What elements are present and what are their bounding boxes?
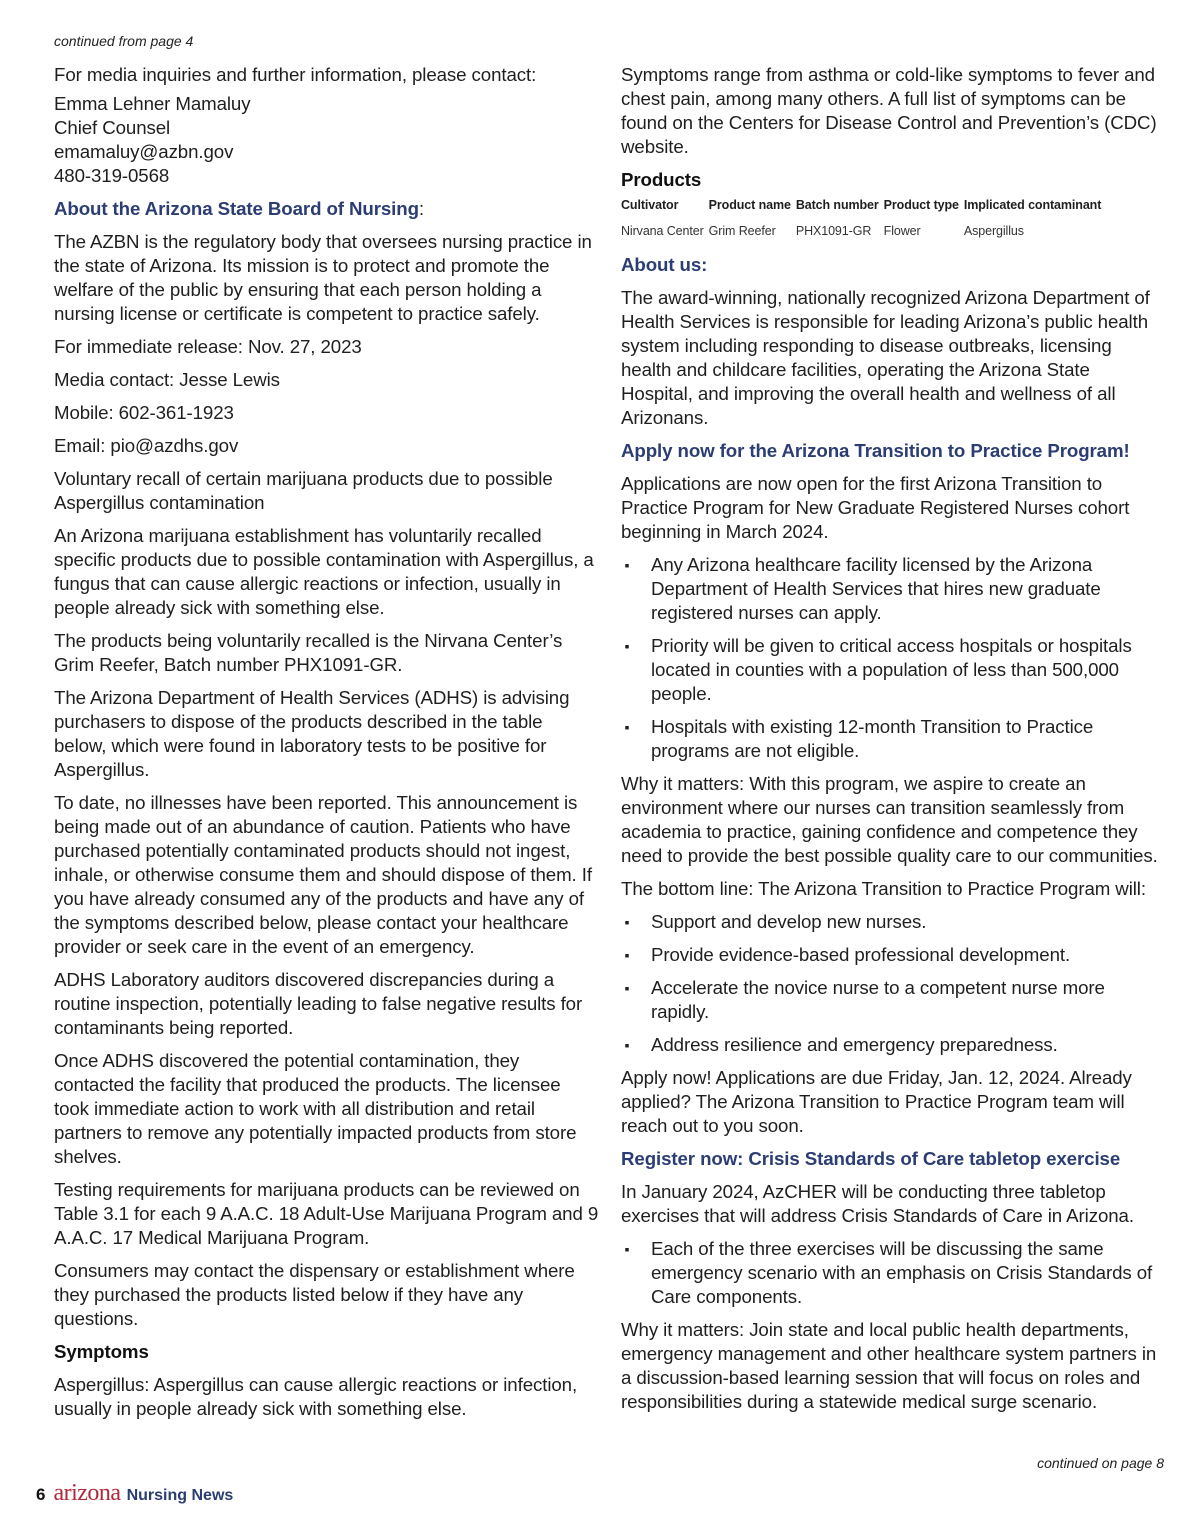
continued-on-note: continued on page 8 <box>1037 1455 1164 1471</box>
why-it-matters: Why it matters: With this program, we aspire to create an environment where our nurses can transition seamlessly from academia to practice, gaining confidence and competence they need to provide the best possible quality care to our communities. <box>621 773 1158 866</box>
list-item-text: Provide evidence-based professional development. <box>651 944 1071 965</box>
list-item <box>621 715 1166 763</box>
column-header: Product name <box>708 198 791 212</box>
bullet-icon: ▪ <box>624 638 630 654</box>
bullet-icon: ▪ <box>624 1241 630 1257</box>
media-intro: For media inquiries and further information, please contact: <box>54 64 537 85</box>
media-contact: Media contact: Jesse Lewis <box>54 369 280 390</box>
apply-now-text: Apply now! Applications are due Friday, Jan. 12, 2024. Already applied? The Arizona Transition to Practice Program team will reach out to you soon. <box>621 1067 1132 1136</box>
page-footer <box>36 1480 233 1510</box>
recall-paragraph: Testing requirements for marijuana products can be reviewed on Table 3.1 for each 9 A.A.C. 18 Adult-Use Marijuana Program and 9 A.A.C. 17 Medical Marijuana Program. <box>54 1179 599 1248</box>
products-table-header-row <box>621 197 1106 223</box>
about-us-heading: About us: <box>621 254 708 275</box>
list-item-text: Priority will be given to critical access hospitals or hospitals located in counties with a population of less than 500,000 people. <box>651 635 1132 704</box>
table-cell: Nirvana Center <box>621 224 704 238</box>
apply-heading: Apply now for the Arizona Transition to Practice Program! <box>621 440 1130 461</box>
about-azbn-heading <box>54 197 599 221</box>
symptoms-continued: Symptoms range from asthma or cold-like symptoms to fever and chest pain, among many others. A full list of symptoms can be found on the Centers for Disease Control and Prevention’s (CDC) website. <box>621 64 1157 157</box>
apply-intro: Applications are now open for the first Arizona Transition to Practice Program for New Graduate Registered Nurses cohort beginning in March 2024. <box>621 473 1130 542</box>
list-item <box>621 1033 1166 1057</box>
arizona-logo: arizona <box>53 1480 121 1506</box>
bottom-line: The bottom line: The Arizona Transition to Practice Program will: <box>621 878 1146 899</box>
contact-phone: 480-319-0568 <box>54 165 170 186</box>
continued-from-note: continued from page 4 <box>54 33 194 49</box>
list-item-text: Address resilience and emergency preparedness. <box>651 1034 1058 1055</box>
about-azbn-text: The AZBN is the regulatory body that oversees nursing practice in the state of Arizona. Its mission is to protect and promote the welfare of the public by ensuring that each person holding a nursing license or certificate is competent to practice safely. <box>54 231 592 324</box>
register-bullet-list <box>621 1237 1166 1309</box>
table-cell: Flower <box>883 224 921 238</box>
list-item <box>621 910 1166 934</box>
bullet-icon: ▪ <box>624 947 630 963</box>
recall-paragraph: The products being voluntarily recalled is the Nirvana Center’s Grim Reefer, Batch number PHX1091-GR. <box>54 630 563 675</box>
register-heading: Register now: Crisis Standards of Care tabletop exercise <box>621 1148 1121 1169</box>
why-it-matters: Why it matters: Join state and local public health departments, emergency management and other healthcare system partners in a discussion-based learning session that will focus on roles and responsibilities during a statewide medical surge scenario. <box>621 1319 1157 1412</box>
contact-title: Chief Counsel <box>54 117 171 138</box>
list-item-text: Accelerate the novice nurse to a competent nurse more rapidly. <box>651 977 1105 1022</box>
column-header: Cultivator <box>621 198 679 212</box>
bullet-icon: ▪ <box>624 980 630 996</box>
contact-name: Emma Lehner Mamaluy <box>54 93 251 114</box>
list-item <box>621 553 1166 625</box>
list-item-text: Support and develop new nurses. <box>651 911 927 932</box>
email-address: Email: pio@azdhs.gov <box>54 435 239 456</box>
table-cell: Grim Reefer <box>708 224 776 238</box>
program-bullet-list <box>621 910 1166 1057</box>
column-header: Implicated contaminant <box>963 198 1102 212</box>
recall-paragraph: An Arizona marijuana establishment has voluntarily recalled specific products due to possible contamination with Aspergillus, a fungus that can cause allergic reactions or infection, usually in people already sick with something else. <box>54 525 594 618</box>
table-row <box>621 223 1106 245</box>
publication-name: Nursing News <box>126 1487 234 1504</box>
products-table <box>621 197 1106 245</box>
table-cell: PHX1091-GR <box>795 224 872 238</box>
about-us-text: The award-winning, nationally recognized Arizona Department of Health Services is responsible for leading Arizona’s public health system including responding to disease outbreaks, licensing health and childcare facilities, operating the Arizona State Hospital, and improving the overall health and wellness of all Arizonans. <box>621 287 1150 428</box>
right-column <box>621 63 1166 1423</box>
left-column <box>54 63 599 1430</box>
about-azbn-heading-text: About the Arizona State Board of Nursing <box>54 198 419 219</box>
apply-bullet-list <box>621 553 1166 763</box>
column-header: Batch number <box>795 198 879 212</box>
list-item <box>621 634 1166 706</box>
register-intro: In January 2024, AzCHER will be conducting three tabletop exercises that will address Crisis Standards of Care in Arizona. <box>621 1181 1134 1226</box>
products-heading: Products <box>621 169 702 190</box>
bullet-icon: ▪ <box>624 557 630 573</box>
list-item <box>621 976 1166 1024</box>
symptoms-heading: Symptoms <box>54 1341 149 1362</box>
mobile-number: Mobile: 602-361-1923 <box>54 402 234 423</box>
list-item <box>621 943 1166 967</box>
bullet-icon: ▪ <box>624 1037 630 1053</box>
release-date: For immediate release: Nov. 27, 2023 <box>54 336 362 357</box>
list-item-text: Any Arizona healthcare facility licensed by the Arizona Department of Health Services that hires new graduate registered nurses can apply. <box>651 554 1101 623</box>
column-header: Product type <box>883 198 959 212</box>
recall-paragraph: ADHS Laboratory auditors discovered discrepancies during a routine inspection, potentially leading to false negative results for contaminants being reported. <box>54 969 583 1038</box>
recall-paragraph: Once ADHS discovered the potential contamination, they contacted the facility that produced the products. The licensee took immediate action to work with all distribution and retail partners to remove any potentially impacted products from store shelves. <box>54 1050 577 1167</box>
page-number: 6 <box>36 1485 46 1504</box>
recall-paragraph: To date, no illnesses have been reported. This announcement is being made out of an abundance of caution. Patients who have purchased potentially contaminated products should not ingest, inhale, or otherwise consume them and should dispose of them. If you have already consumed any of the products and have any of the symptoms described below, please contact your healthcare provider or seek care in the event of an emergency. <box>54 792 592 957</box>
symptoms-text: Aspergillus: Aspergillus can cause allergic reactions or infection, usually in people already sick with something else. <box>54 1374 578 1419</box>
list-item <box>621 1237 1166 1309</box>
contact-block <box>54 92 599 188</box>
about-azbn-colon: : <box>418 198 424 219</box>
recall-paragraph: Consumers may contact the dispensary or establishment where they purchased the products listed below if they have any questions. <box>54 1260 575 1329</box>
bullet-icon: ▪ <box>624 719 630 735</box>
table-cell: Aspergillus <box>963 224 1024 238</box>
recall-title: Voluntary recall of certain marijuana products due to possible Aspergillus contamination <box>54 468 553 513</box>
recall-paragraph: The Arizona Department of Health Services (ADHS) is advising purchasers to dispose of the products described in the table below, which were found in laboratory tests to be positive for Aspergillus. <box>54 687 570 780</box>
list-item-text: Hospitals with existing 12-month Transition to Practice programs are not eligible. <box>651 716 1094 761</box>
bullet-icon: ▪ <box>624 914 630 930</box>
list-item-text: Each of the three exercises will be discussing the same emergency scenario with an emphasis on Crisis Standards of Care components. <box>651 1238 1153 1307</box>
contact-email[interactable]: emamaluy@azbn.gov <box>54 141 234 162</box>
